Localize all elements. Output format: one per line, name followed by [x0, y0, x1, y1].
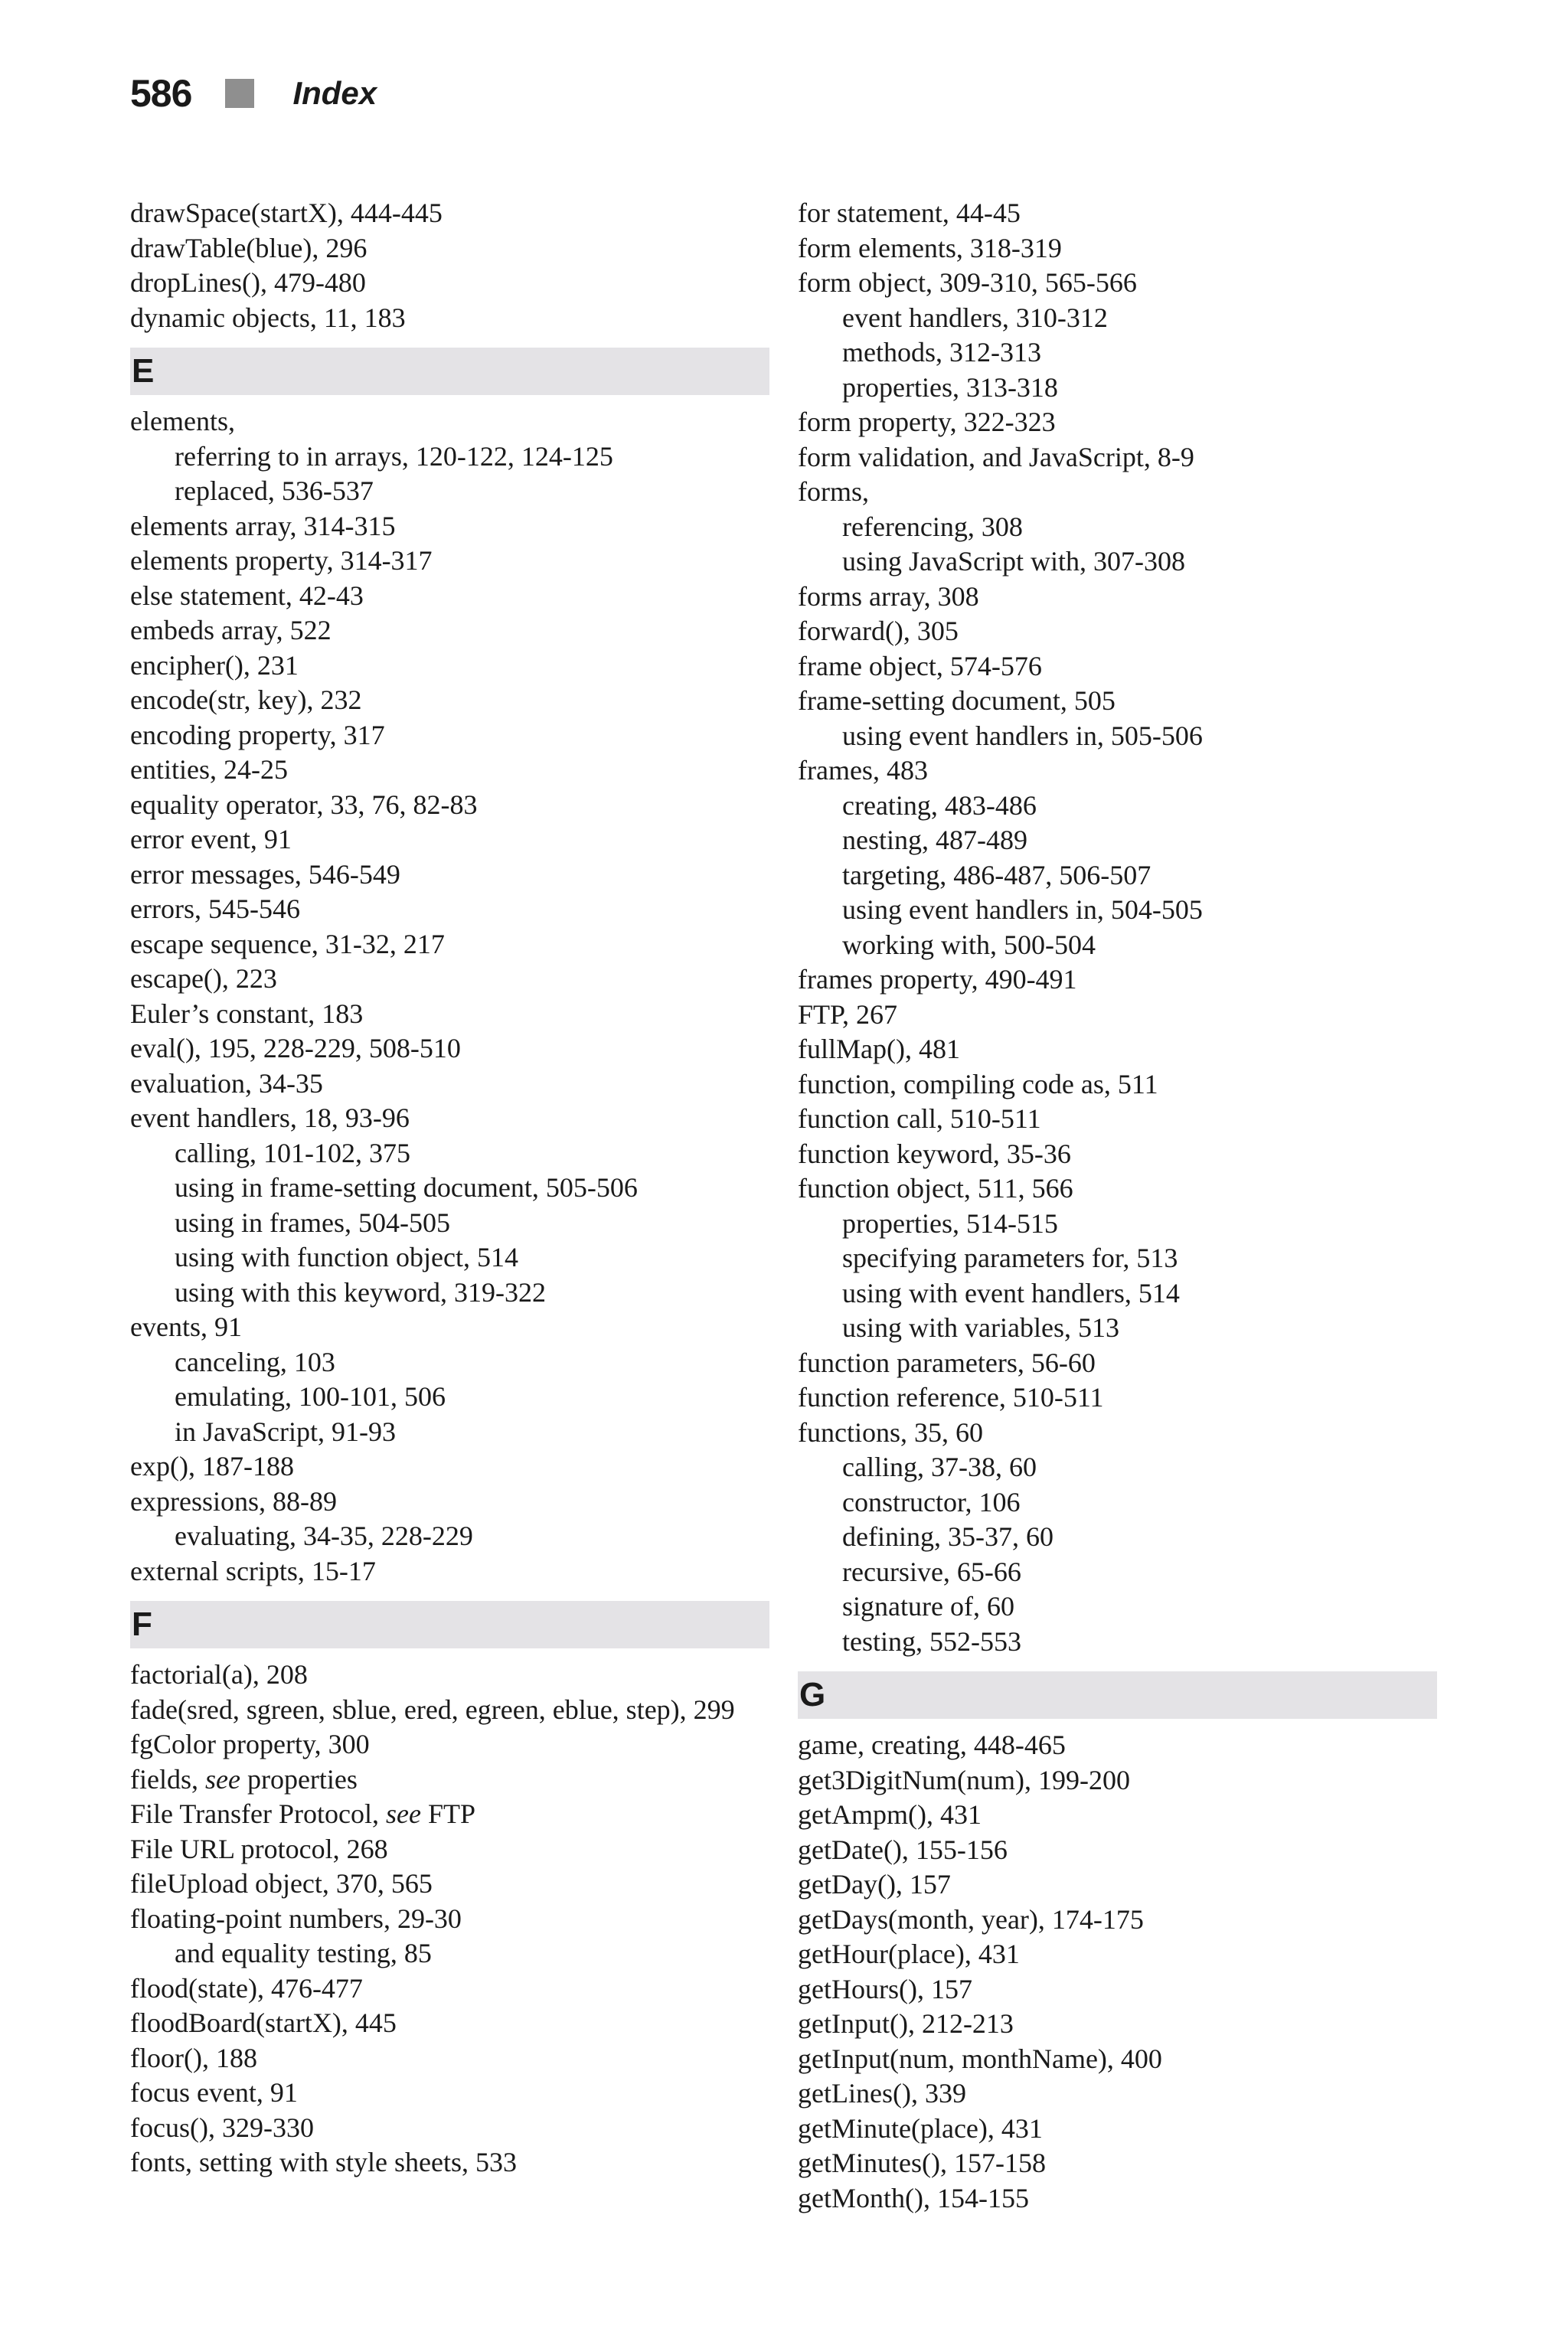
index-subentry [798, 371, 1437, 406]
entry-text: focus event, 91 [130, 2077, 298, 2108]
entry-text: dropLines(), 479-480 [130, 267, 366, 298]
index-subentry [130, 474, 769, 509]
entry-text: escape(), 223 [130, 963, 277, 994]
index-entry [130, 1067, 769, 1102]
entry-text: properties, 313-318 [842, 371, 1058, 403]
entry-see-reference: see [386, 1798, 421, 1829]
entry-text: floodBoard(startX), 445 [130, 2007, 397, 2038]
index-entry [798, 475, 1437, 510]
index-subentry [130, 1276, 769, 1311]
entry-text: File URL protocol, 268 [130, 1833, 388, 1864]
entry-text: specifying parameters for, 513 [842, 1243, 1178, 1273]
index-subentry [798, 893, 1437, 928]
index-subentry [798, 1276, 1437, 1312]
entry-text: in JavaScript, 91-93 [175, 1416, 396, 1447]
index-entry [130, 266, 769, 301]
index-entry [130, 1902, 769, 1937]
entry-text: external scripts, 15-17 [130, 1555, 376, 1586]
index-entry [130, 1658, 769, 1693]
index-entry [798, 1972, 1437, 2007]
entry-text: forms array, 308 [798, 580, 979, 612]
index-entry [798, 2076, 1437, 2112]
entry-text: using event handlers in, 504-505 [842, 894, 1203, 925]
entry-text: using with function object, 514 [175, 1242, 518, 1272]
entry-text: elements array, 314-315 [130, 510, 396, 541]
entry-text: canceling, 103 [175, 1346, 335, 1377]
index-entry [130, 2145, 769, 2180]
entry-text: error messages, 546-549 [130, 858, 400, 890]
index-subentry [130, 1171, 769, 1206]
entry-text: calling, 101-102, 375 [175, 1137, 410, 1168]
index-entry [130, 1727, 769, 1762]
entry-see-target: FTP [420, 1798, 476, 1829]
entry-text: fileUpload object, 370, 565 [130, 1868, 433, 1899]
index-entry [130, 2006, 769, 2041]
index-entry [798, 1380, 1437, 1416]
index-subentry [130, 1380, 769, 1415]
entry-see-reference: see [204, 1763, 240, 1795]
section-header-e [130, 348, 769, 395]
index-entry [130, 788, 769, 823]
index-entry [798, 1833, 1437, 1868]
entry-text: methods, 312-313 [842, 337, 1041, 368]
index-entry [798, 405, 1437, 440]
entry-text: form validation, and JavaScript, 8-9 [798, 441, 1194, 472]
index-entry [798, 753, 1437, 789]
entry-text: function keyword, 35-36 [798, 1138, 1071, 1169]
index-entry [798, 962, 1437, 998]
entry-text: encipher(), 231 [130, 649, 299, 681]
index-subentry [798, 1520, 1437, 1555]
entry-text: events, 91 [130, 1312, 242, 1342]
entry-text: dynamic objects, 11, 183 [130, 302, 406, 333]
entry-text: emulating, 100-101, 506 [175, 1381, 446, 1412]
index-subentry [798, 301, 1437, 336]
entry-text: targeting, 486-487, 506-507 [842, 859, 1152, 890]
index-entry [798, 231, 1437, 266]
index-entry [798, 1903, 1437, 1938]
index-entry [130, 927, 769, 962]
index-entry [130, 1310, 769, 1345]
entry-text: fgColor property, 300 [130, 1729, 370, 1759]
index-entry [798, 1937, 1437, 1972]
entry-text: eval(), 195, 228-229, 508-510 [130, 1033, 461, 1063]
index-entry [798, 1798, 1437, 1833]
index-subentry [798, 928, 1437, 963]
index-subentry [130, 1240, 769, 1276]
index-entry [130, 509, 769, 544]
entry-text: replaced, 536-537 [175, 475, 374, 506]
index-entry [130, 1101, 769, 1136]
entry-text: using with this keyword, 319-322 [175, 1276, 546, 1308]
entry-text: factorial(a), 208 [130, 1659, 308, 1690]
entry-text: elements, [130, 406, 235, 436]
entry-text: nesting, 487-489 [842, 825, 1027, 855]
entry-text: referring to in arrays, 120-122, 124-125 [175, 440, 613, 472]
entry-text: using with variables, 513 [842, 1312, 1119, 1343]
entry-text: fade(sred, sgreen, sblue, ered, egreen, eblue, step), 299 [130, 1694, 735, 1725]
header-square-icon [225, 79, 254, 108]
index-subentry [798, 719, 1437, 754]
index-entry [130, 718, 769, 753]
index-column-right [798, 196, 1437, 2216]
entry-text: getInput(), 212-213 [798, 2008, 1014, 2039]
index-entry [130, 1449, 769, 1485]
section-letter: G [799, 1676, 826, 1713]
entry-text: error event, 91 [130, 824, 292, 854]
entry-text: fullMap(), 481 [798, 1034, 960, 1064]
index-entry [130, 2111, 769, 2146]
index-entry [130, 1832, 769, 1867]
index-entry [130, 2076, 769, 2111]
index-subentry [798, 858, 1437, 893]
entry-text: entities, 24-25 [130, 754, 288, 785]
entry-text: recursive, 65-66 [842, 1556, 1021, 1587]
index-entry [798, 614, 1437, 649]
entry-text: calling, 37-38, 60 [842, 1452, 1037, 1482]
index-entry [130, 892, 769, 927]
index-entry [130, 1693, 769, 1728]
entry-text: getMonth(), 154-155 [798, 2182, 1029, 2213]
index-subentry [798, 1207, 1437, 1242]
index-entry [798, 2042, 1437, 2077]
index-subentry [130, 1936, 769, 1971]
entry-text: getMinute(place), 431 [798, 2112, 1043, 2144]
entry-text: function object, 511, 566 [798, 1173, 1073, 1204]
index-entry [130, 301, 769, 336]
entry-text: referencing, 308 [842, 511, 1023, 542]
section-header-g [798, 1671, 1437, 1719]
entry-text: floor(), 188 [130, 2042, 257, 2073]
index-subentry [798, 1625, 1437, 1660]
entry-text: using in frame-setting document, 505-506 [175, 1172, 638, 1203]
index-entry [798, 1763, 1437, 1798]
index-entry [798, 1137, 1437, 1172]
entry-text: drawTable(blue), 296 [130, 232, 368, 263]
entry-text: and equality testing, 85 [175, 1938, 432, 1968]
entry-text: getLines(), 339 [798, 2078, 966, 2109]
index-subentry [798, 335, 1437, 371]
entry-text: form elements, 318-319 [798, 232, 1062, 263]
index-subentry [130, 1345, 769, 1380]
entry-text: fonts, setting with style sheets, 533 [130, 2147, 517, 2177]
entry-text: File Transfer Protocol, [130, 1798, 387, 1829]
index-entry [130, 544, 769, 579]
entry-text: using with event handlers, 514 [842, 1277, 1180, 1308]
entry-text: frame-setting document, 505 [798, 685, 1116, 716]
entry-text: function parameters, 56-60 [798, 1347, 1096, 1378]
index-subentry [130, 439, 769, 475]
page-number: 586 [130, 72, 192, 115]
entry-text: forward(), 305 [798, 616, 959, 646]
entry-text: evaluating, 34-35, 228-229 [175, 1521, 473, 1551]
entry-text: form object, 309-310, 565-566 [798, 267, 1137, 298]
index-entry [130, 231, 769, 266]
index-entry [130, 1485, 769, 1520]
entry-text: encoding property, 317 [130, 719, 385, 750]
index-subentry [130, 1519, 769, 1554]
index-column-left [130, 196, 769, 2180]
entry-text: function call, 510-511 [798, 1103, 1041, 1134]
entry-text: testing, 552-553 [842, 1625, 1021, 1657]
entry-text: drawSpace(startX), 444-445 [130, 198, 443, 228]
entry-text: getHours(), 157 [798, 1973, 972, 2004]
section-header-f [130, 1601, 769, 1648]
entry-text: creating, 483-486 [842, 789, 1037, 821]
entry-text: FTP, 267 [798, 998, 898, 1030]
index-entry [798, 440, 1437, 475]
index-entry [130, 1971, 769, 2007]
index-entry [130, 822, 769, 858]
entry-text: defining, 35-37, 60 [842, 1521, 1054, 1552]
entry-text: getHour(place), 431 [798, 1939, 1020, 1969]
entry-text: function, compiling code as, 511 [798, 1068, 1158, 1099]
section-letter: F [132, 1606, 152, 1643]
entry-text: form property, 322-323 [798, 407, 1056, 437]
index-subentry [130, 1136, 769, 1171]
index-entry [798, 266, 1437, 301]
index-entry [130, 1867, 769, 1902]
index-subentry [798, 510, 1437, 545]
entry-text: encode(str, key), 232 [130, 684, 362, 715]
index-entry [130, 404, 769, 439]
entry-text: exp(), 187-188 [130, 1451, 294, 1481]
entry-text: fields, [130, 1763, 205, 1795]
entry-text: functions, 35, 60 [798, 1416, 983, 1448]
index-entry [798, 684, 1437, 719]
index-entry [798, 2007, 1437, 2042]
index-entry [130, 1797, 769, 1832]
entry-text: getDate(), 155-156 [798, 1834, 1008, 1865]
index-subentry [798, 1450, 1437, 1485]
entry-text: properties, 514-515 [842, 1207, 1058, 1239]
index-entry [798, 1867, 1437, 1903]
entry-text: Euler’s constant, 183 [130, 998, 364, 1029]
entry-text: for statement, 44-45 [798, 198, 1021, 228]
index-entry [798, 2146, 1437, 2181]
index-entry [798, 2181, 1437, 2216]
entry-text: getInput(num, monthName), 400 [798, 2043, 1162, 2074]
entry-text: signature of, 60 [842, 1591, 1014, 1622]
entry-text: constructor, 106 [842, 1486, 1021, 1517]
index-entry [130, 2041, 769, 2076]
index-subentry [798, 1589, 1437, 1625]
index-entry [130, 683, 769, 718]
entry-text: using in frames, 504-505 [175, 1207, 450, 1238]
index-entry [130, 997, 769, 1032]
index-entry [130, 1554, 769, 1589]
index-entry [798, 1171, 1437, 1207]
entry-text: event handlers, 18, 93-96 [130, 1102, 410, 1133]
index-subentry [798, 1485, 1437, 1521]
entry-text: elements property, 314-317 [130, 545, 433, 576]
entry-text: working with, 500-504 [842, 929, 1096, 960]
index-subentry [798, 789, 1437, 824]
index-entry [798, 1416, 1437, 1451]
entry-text: frames, 483 [798, 755, 928, 786]
entry-text: get3DigitNum(num), 199-200 [798, 1764, 1130, 1795]
entry-text: evaluation, 34-35 [130, 1067, 323, 1099]
index-entry [130, 962, 769, 997]
index-entry [130, 753, 769, 788]
index-subentry [130, 1415, 769, 1450]
index-entry [798, 1102, 1437, 1137]
entry-text: expressions, 88-89 [130, 1485, 337, 1517]
entry-text: getAmpm(), 431 [798, 1799, 982, 1830]
index-subentry [798, 1241, 1437, 1276]
page-title: Index [292, 75, 377, 111]
index-entry [130, 613, 769, 648]
section-letter: E [132, 352, 155, 390]
entry-text: escape sequence, 31-32, 217 [130, 928, 445, 959]
entry-text: frames property, 490-491 [798, 964, 1077, 995]
index-entry [130, 858, 769, 893]
page-header [130, 63, 377, 124]
entry-text: equality operator, 33, 76, 82-83 [130, 789, 478, 820]
entry-text: getMinutes(), 157-158 [798, 2148, 1046, 2178]
index-subentry [798, 823, 1437, 858]
index-entry [798, 196, 1437, 231]
entry-text: flood(state), 476-477 [130, 1972, 363, 2004]
index-entry [798, 1032, 1437, 1067]
entry-text: embeds array, 522 [130, 615, 332, 645]
index-entry [130, 1762, 769, 1798]
entry-text: using JavaScript with, 307-308 [842, 546, 1185, 577]
index-subentry [798, 544, 1437, 580]
entry-see-target: properties [240, 1763, 358, 1795]
entry-text: errors, 545-546 [130, 893, 300, 924]
index-entry [798, 2112, 1437, 2147]
index-entry [798, 1728, 1437, 1763]
index-entry [798, 998, 1437, 1033]
index-entry [130, 196, 769, 231]
index-subentry [130, 1206, 769, 1241]
index-entry [798, 1346, 1437, 1381]
entry-text: floating-point numbers, 29-30 [130, 1903, 462, 1934]
entry-text: frame object, 574-576 [798, 650, 1042, 681]
index-entry [798, 649, 1437, 684]
entry-text: function reference, 510-511 [798, 1382, 1104, 1413]
index-entry [798, 1067, 1437, 1102]
index-subentry [798, 1555, 1437, 1590]
index-entry [130, 579, 769, 614]
entry-text: getDay(), 157 [798, 1869, 951, 1900]
index-entry [130, 648, 769, 684]
index-entry [798, 580, 1437, 615]
index-entry [130, 1031, 769, 1067]
entry-text: event handlers, 310-312 [842, 302, 1108, 333]
index-subentry [798, 1311, 1437, 1346]
entry-text: using event handlers in, 505-506 [842, 720, 1203, 751]
entry-text: getDays(month, year), 174-175 [798, 1903, 1144, 1935]
entry-text: else statement, 42-43 [130, 580, 364, 611]
entry-text: focus(), 329-330 [130, 2112, 314, 2143]
entry-text: forms, [798, 476, 869, 507]
entry-text: game, creating, 448-465 [798, 1730, 1066, 1760]
